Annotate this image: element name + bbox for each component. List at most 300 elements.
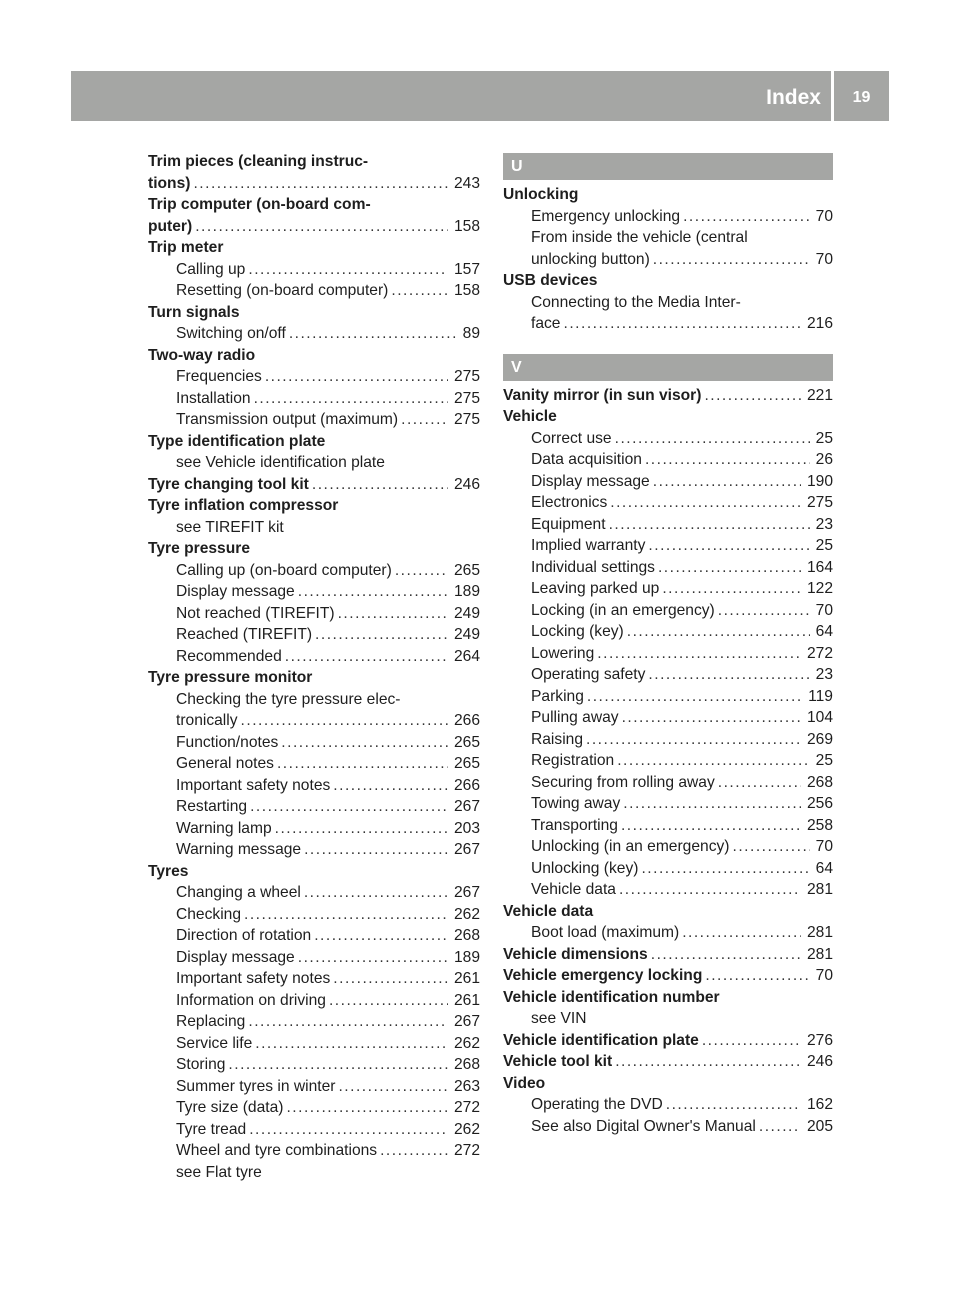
dot-leader: [289, 323, 457, 345]
entry-text: Implied warranty: [531, 537, 646, 554]
dot-leader: [265, 366, 448, 388]
index-entry: [148, 173, 480, 195]
dot-leader: [645, 449, 810, 471]
dot-leader: [241, 710, 448, 732]
dot-leader: [281, 732, 448, 754]
entry-page-number: 243: [453, 174, 480, 192]
index-entry: [503, 1030, 833, 1052]
entry-text: Vehicle: [503, 408, 557, 425]
dot-leader: [718, 772, 801, 794]
index-subentry: [148, 732, 480, 754]
index-subentry: [148, 581, 480, 603]
dot-leader: [587, 686, 802, 708]
index-subentry: [503, 686, 833, 708]
dot-leader: [391, 280, 448, 302]
index-subentry: [503, 1008, 833, 1030]
dot-leader: [619, 879, 801, 901]
entry-page-number: 70: [815, 207, 833, 225]
entry-text: Trim pieces (cleaning instruc-: [148, 153, 369, 170]
entry-text: Warning message: [176, 841, 302, 858]
index-entry: [503, 270, 833, 292]
dot-leader: [705, 965, 809, 987]
entry-text: Unlocking: [503, 186, 579, 203]
entry-text: Vehicle emergency locking: [503, 967, 703, 984]
dot-leader: [286, 1097, 448, 1119]
entry-text: Data acquisition: [531, 451, 642, 468]
entry-page-number: 266: [453, 776, 480, 794]
entry-page-number: 190: [806, 472, 833, 490]
index-subentry: [148, 882, 480, 904]
entry-page-number: 189: [453, 583, 480, 600]
entry-text: USB devices: [503, 272, 598, 289]
dot-leader: [666, 1094, 801, 1116]
entry-text: puter): [148, 217, 193, 235]
index-subentry: [148, 388, 480, 410]
index-subentry: [148, 689, 480, 711]
dot-leader: [401, 409, 448, 431]
index-subentry: [503, 249, 833, 271]
entry-page-number: 275: [453, 411, 480, 428]
index-subentry: [503, 449, 833, 471]
index-subentry: [503, 664, 833, 686]
dot-leader: [617, 750, 809, 772]
entry-text: Recommended: [176, 647, 282, 665]
dot-leader: [718, 600, 810, 622]
entry-text: Installation: [176, 389, 251, 407]
entry-page-number: 246: [453, 475, 480, 493]
entry-text: Reached (TIREFIT): [176, 626, 313, 643]
index-subentry: [148, 753, 480, 775]
dot-leader: [615, 428, 810, 450]
dot-leader: [759, 1116, 801, 1138]
index-entry: [148, 431, 480, 453]
index-letter-heading: U: [503, 153, 833, 180]
entry-text: Emergency unlocking: [531, 207, 681, 225]
dot-leader: [704, 385, 801, 407]
dot-leader: [193, 173, 448, 195]
dot-leader: [244, 904, 448, 926]
entry-page-number: 64: [815, 623, 833, 640]
index-subentry: [148, 1076, 480, 1098]
dot-leader: [621, 815, 801, 837]
entry-text: Vehicle identification plate: [503, 1031, 699, 1049]
entry-page-number: 246: [806, 1053, 833, 1070]
dot-leader: [195, 216, 448, 238]
entry-page-number: 272: [806, 644, 833, 662]
index-subentry: [503, 428, 833, 450]
dot-leader: [338, 1076, 448, 1098]
entry-page-number: 119: [808, 687, 833, 705]
dot-leader: [648, 535, 809, 557]
entry-page-number: 249: [453, 626, 480, 643]
index-letter-heading: V: [503, 354, 833, 381]
entry-text: Calling up: [176, 260, 246, 278]
entry-text: Tyre pressure monitor: [148, 669, 313, 686]
dot-leader: [312, 474, 448, 496]
entry-text: Connecting to the Media Inter-: [531, 293, 741, 311]
entry-page-number: 267: [453, 884, 480, 901]
index-subentry: [148, 646, 480, 668]
entry-page-number: 262: [453, 1034, 480, 1052]
index-entry: [503, 901, 833, 923]
entry-text: Replacing: [176, 1013, 246, 1030]
index-subentry: [148, 818, 480, 840]
index-subentry: [148, 1097, 480, 1119]
entry-text: Tyre pressure: [148, 540, 250, 557]
entry-text: Unlocking (in an emergency): [531, 838, 730, 855]
entry-text: From inside the vehicle (central: [531, 229, 748, 246]
index-subentry: [503, 922, 833, 944]
entry-text: Type identification plate: [148, 432, 326, 450]
dot-leader: [275, 818, 448, 840]
entry-text: Calling up (on-board computer): [176, 561, 392, 579]
index-entry: [148, 538, 480, 560]
index-subentry: [148, 1054, 480, 1076]
entry-text: Electronics: [531, 494, 608, 511]
entry-page-number: 281: [806, 945, 833, 963]
index-subentry: [503, 836, 833, 858]
entry-text: Correct use: [531, 429, 612, 447]
entry-page-number: 158: [453, 282, 480, 299]
section-gap: [503, 335, 833, 352]
dot-leader: [329, 990, 448, 1012]
entry-text: Storing: [176, 1056, 226, 1073]
entry-page-number: 70: [815, 250, 833, 268]
entry-page-number: 261: [453, 991, 480, 1009]
index-subentry: [503, 750, 833, 772]
index-subentry: [503, 879, 833, 901]
entry-text: Checking the tyre pressure elec-: [176, 690, 401, 708]
entry-page-number: 269: [806, 730, 833, 748]
entry-page-number: 23: [815, 515, 833, 533]
index-entry: [148, 474, 480, 496]
index-subentry: [503, 729, 833, 751]
index-subentry: [148, 517, 480, 539]
index-subentry: [148, 1033, 480, 1055]
entry-page-number: 275: [453, 389, 480, 407]
entry-text: see VIN: [531, 1010, 587, 1027]
index-subentry: [148, 839, 480, 861]
index-subentry: [148, 968, 480, 990]
entry-page-number: 258: [806, 816, 833, 834]
index-subentry: [148, 990, 480, 1012]
entry-page-number: 265: [453, 755, 480, 772]
index-subentry: [148, 259, 480, 281]
index-subentry: [148, 796, 480, 818]
index-subentry: [503, 514, 833, 536]
entry-page-number: 104: [806, 709, 833, 726]
entry-text: See also Digital Owner's Manual: [531, 1117, 756, 1135]
section-title: Index: [766, 86, 821, 109]
dot-leader: [683, 206, 810, 228]
entry-page-number: 267: [453, 841, 480, 858]
entry-text: Display message: [531, 472, 650, 490]
index-subentry: [503, 578, 833, 600]
entry-page-number: 158: [453, 217, 480, 235]
index-entry: [148, 861, 480, 883]
index-subentry: [503, 815, 833, 837]
entry-text: Towing away: [531, 795, 621, 812]
entry-page-number: 262: [453, 1120, 480, 1138]
entry-page-number: 189: [453, 948, 480, 966]
index-subentry: [503, 206, 833, 228]
entry-text: Equipment: [531, 515, 606, 533]
entry-text: Vehicle identification number: [503, 988, 720, 1006]
entry-page-number: 26: [815, 451, 833, 468]
index-column-right: [503, 151, 833, 1137]
entry-text: Switching on/off: [176, 325, 286, 342]
index-subentry: [503, 600, 833, 622]
dot-leader: [298, 581, 448, 603]
entry-text: Service life: [176, 1034, 253, 1052]
entry-page-number: 162: [806, 1096, 833, 1113]
entry-page-number: 249: [453, 604, 480, 622]
entry-text: Information on driving: [176, 991, 326, 1009]
entry-page-number: 268: [806, 773, 833, 791]
index-entry: [503, 1073, 833, 1095]
entry-page-number: 276: [806, 1031, 833, 1049]
index-subentry: [503, 535, 833, 557]
entry-text: Operating the DVD: [531, 1096, 663, 1113]
dot-leader: [333, 968, 448, 990]
index-subentry: [148, 323, 480, 345]
entry-text: Turn signals: [148, 303, 240, 321]
dot-leader: [248, 259, 448, 281]
dot-leader: [395, 560, 448, 582]
entry-page-number: 266: [453, 712, 480, 729]
index-entry: [148, 237, 480, 259]
entry-text: Securing from rolling away: [531, 773, 715, 791]
dot-leader: [648, 664, 809, 686]
dot-leader: [380, 1140, 448, 1162]
index-subentry: [503, 227, 833, 249]
dot-leader: [563, 313, 800, 335]
entry-text: Trip meter: [148, 239, 224, 256]
index-subentry: [148, 1119, 480, 1141]
entry-page-number: 281: [806, 924, 833, 941]
entry-text: Two-way radio: [148, 346, 256, 364]
entry-text: Display message: [176, 948, 295, 966]
entry-text: Vanity mirror (in sun visor): [503, 386, 702, 404]
dot-leader: [682, 922, 801, 944]
entry-text: Important safety notes: [176, 776, 331, 794]
index-entry: [503, 406, 833, 428]
dot-leader: [651, 944, 801, 966]
dot-leader: [250, 796, 448, 818]
entry-page-number: 265: [453, 561, 480, 579]
dot-leader: [285, 646, 448, 668]
entry-text: Leaving parked up: [531, 580, 660, 597]
entry-text: Display message: [176, 583, 295, 600]
entry-page-number: 70: [815, 601, 833, 619]
index-entry: [503, 987, 833, 1009]
entry-text: Changing a wheel: [176, 884, 301, 901]
dot-leader: [304, 839, 448, 861]
entry-page-number: 25: [815, 537, 833, 554]
entry-page-number: 263: [453, 1077, 480, 1095]
dot-leader: [248, 1011, 448, 1033]
entry-text: Tyre tread: [176, 1120, 247, 1138]
index-subentry: [148, 775, 480, 797]
entry-text: General notes: [176, 755, 274, 772]
entry-text: Video: [503, 1074, 546, 1092]
dot-leader: [249, 1119, 448, 1141]
entry-page-number: 89: [462, 325, 480, 342]
dot-leader: [597, 643, 801, 665]
index-subentry: [503, 292, 833, 314]
index-entry: [503, 965, 833, 987]
dot-leader: [228, 1054, 448, 1076]
dot-leader: [298, 947, 448, 969]
entry-text: Wheel and tyre combinations: [176, 1142, 378, 1159]
dot-leader: [653, 471, 801, 493]
index-subentry: [503, 707, 833, 729]
entry-text: Tyres: [148, 862, 189, 880]
index-subentry: [503, 557, 833, 579]
entry-page-number: 205: [806, 1117, 833, 1135]
dot-leader: [254, 388, 448, 410]
entry-text: see Flat tyre: [176, 1163, 262, 1181]
index-subentry: [503, 313, 833, 335]
index-subentry: [503, 621, 833, 643]
dot-leader: [333, 775, 448, 797]
entry-text: Transporting: [531, 816, 618, 834]
index-subentry: [503, 858, 833, 880]
entry-text: Restarting: [176, 798, 248, 815]
entry-page-number: 221: [806, 386, 833, 404]
dot-leader: [610, 492, 801, 514]
entry-text: Trip computer (on-board com-: [148, 196, 371, 213]
index-subentry: [148, 280, 480, 302]
entry-page-number: 262: [453, 905, 480, 923]
dot-leader: [615, 1051, 801, 1073]
entry-text: Vehicle data: [531, 881, 616, 898]
index-subentry: [148, 409, 480, 431]
index-entry: [148, 302, 480, 324]
index-entry: [503, 1051, 833, 1073]
entry-text: Summer tyres in winter: [176, 1077, 336, 1095]
entry-text: Locking (key): [531, 623, 624, 640]
index-entry: [148, 667, 480, 689]
entry-text: Tyre size (data): [176, 1099, 284, 1116]
entry-page-number: 267: [453, 798, 480, 815]
entry-text: Tyre inflation compressor: [148, 497, 339, 514]
dot-leader: [314, 925, 448, 947]
index-subentry: [148, 710, 480, 732]
entry-page-number: 264: [453, 647, 480, 665]
entry-page-number: 275: [806, 494, 833, 511]
index-subentry: [148, 1140, 480, 1162]
index-entry: [148, 495, 480, 517]
index-subentry: [503, 492, 833, 514]
index-entry: [148, 151, 480, 173]
entry-page-number: 25: [815, 429, 833, 447]
entry-page-number: 23: [815, 666, 833, 683]
dot-leader: [732, 836, 809, 858]
index-column-left: [148, 151, 480, 1183]
entry-text: Lowering: [531, 644, 595, 662]
index-subentry: [148, 904, 480, 926]
index-entry: [148, 345, 480, 367]
dot-leader: [609, 514, 810, 536]
index-subentry: [148, 947, 480, 969]
dot-leader: [277, 753, 448, 775]
entry-text: Pulling away: [531, 709, 619, 726]
entry-text: Function/notes: [176, 733, 279, 751]
index-subentry: [148, 603, 480, 625]
entry-text: Direction of rotation: [176, 927, 312, 944]
entry-text: Vehicle dimensions: [503, 945, 648, 963]
entry-text: tions): [148, 174, 191, 192]
entry-text: unlocking button): [531, 250, 650, 268]
dot-leader: [702, 1030, 801, 1052]
entry-page-number: 64: [815, 859, 833, 877]
entry-text: Unlocking (key): [531, 859, 639, 877]
index-entry: [148, 216, 480, 238]
entry-page-number: 268: [453, 1056, 480, 1073]
dot-leader: [255, 1033, 448, 1055]
index-subentry: [503, 1116, 833, 1138]
dot-leader: [586, 729, 801, 751]
index-subentry: [148, 1011, 480, 1033]
entry-text: face: [531, 315, 561, 332]
index-entry: [503, 184, 833, 206]
entry-text: Checking: [176, 905, 242, 923]
index-subentry: [148, 366, 480, 388]
entry-page-number: 272: [453, 1099, 480, 1116]
dot-leader: [623, 793, 801, 815]
dot-leader: [315, 624, 448, 646]
entry-page-number: 275: [453, 368, 480, 385]
index-subentry: [148, 452, 480, 474]
entry-page-number: 164: [806, 558, 833, 576]
index-entry: [503, 385, 833, 407]
index-subentry: [148, 560, 480, 582]
index-subentry: [148, 1162, 480, 1184]
index-subentry: [148, 925, 480, 947]
entry-text: Individual settings: [531, 558, 655, 576]
dot-leader: [622, 707, 801, 729]
entry-text: Tyre changing tool kit: [148, 475, 309, 493]
index-entry: [148, 194, 480, 216]
entry-text: Important safety notes: [176, 970, 331, 987]
index-subentry: [503, 772, 833, 794]
entry-text: Parking: [531, 687, 584, 705]
entry-text: Warning lamp: [176, 819, 272, 837]
index-subentry: [503, 643, 833, 665]
entry-page-number: 272: [453, 1142, 480, 1159]
dot-leader: [641, 858, 809, 880]
page-header: [71, 71, 889, 121]
entry-page-number: 203: [453, 819, 480, 837]
entry-text: Resetting (on-board computer): [176, 282, 389, 299]
entry-text: Raising: [531, 730, 584, 748]
index-entry: [503, 944, 833, 966]
entry-page-number: 70: [815, 838, 833, 855]
entry-text: Operating safety: [531, 666, 646, 683]
entry-page-number: 265: [453, 733, 480, 751]
entry-page-number: 25: [815, 752, 833, 769]
entry-text: Vehicle tool kit: [503, 1053, 613, 1070]
dot-leader: [338, 603, 448, 625]
dot-leader: [653, 249, 810, 271]
entry-page-number: 216: [806, 315, 833, 332]
dot-leader: [658, 557, 801, 579]
entry-text: Locking (in an emergency): [531, 601, 715, 619]
entry-page-number: 261: [453, 970, 480, 987]
entry-page-number: 267: [453, 1013, 480, 1030]
entry-page-number: 157: [453, 260, 480, 278]
